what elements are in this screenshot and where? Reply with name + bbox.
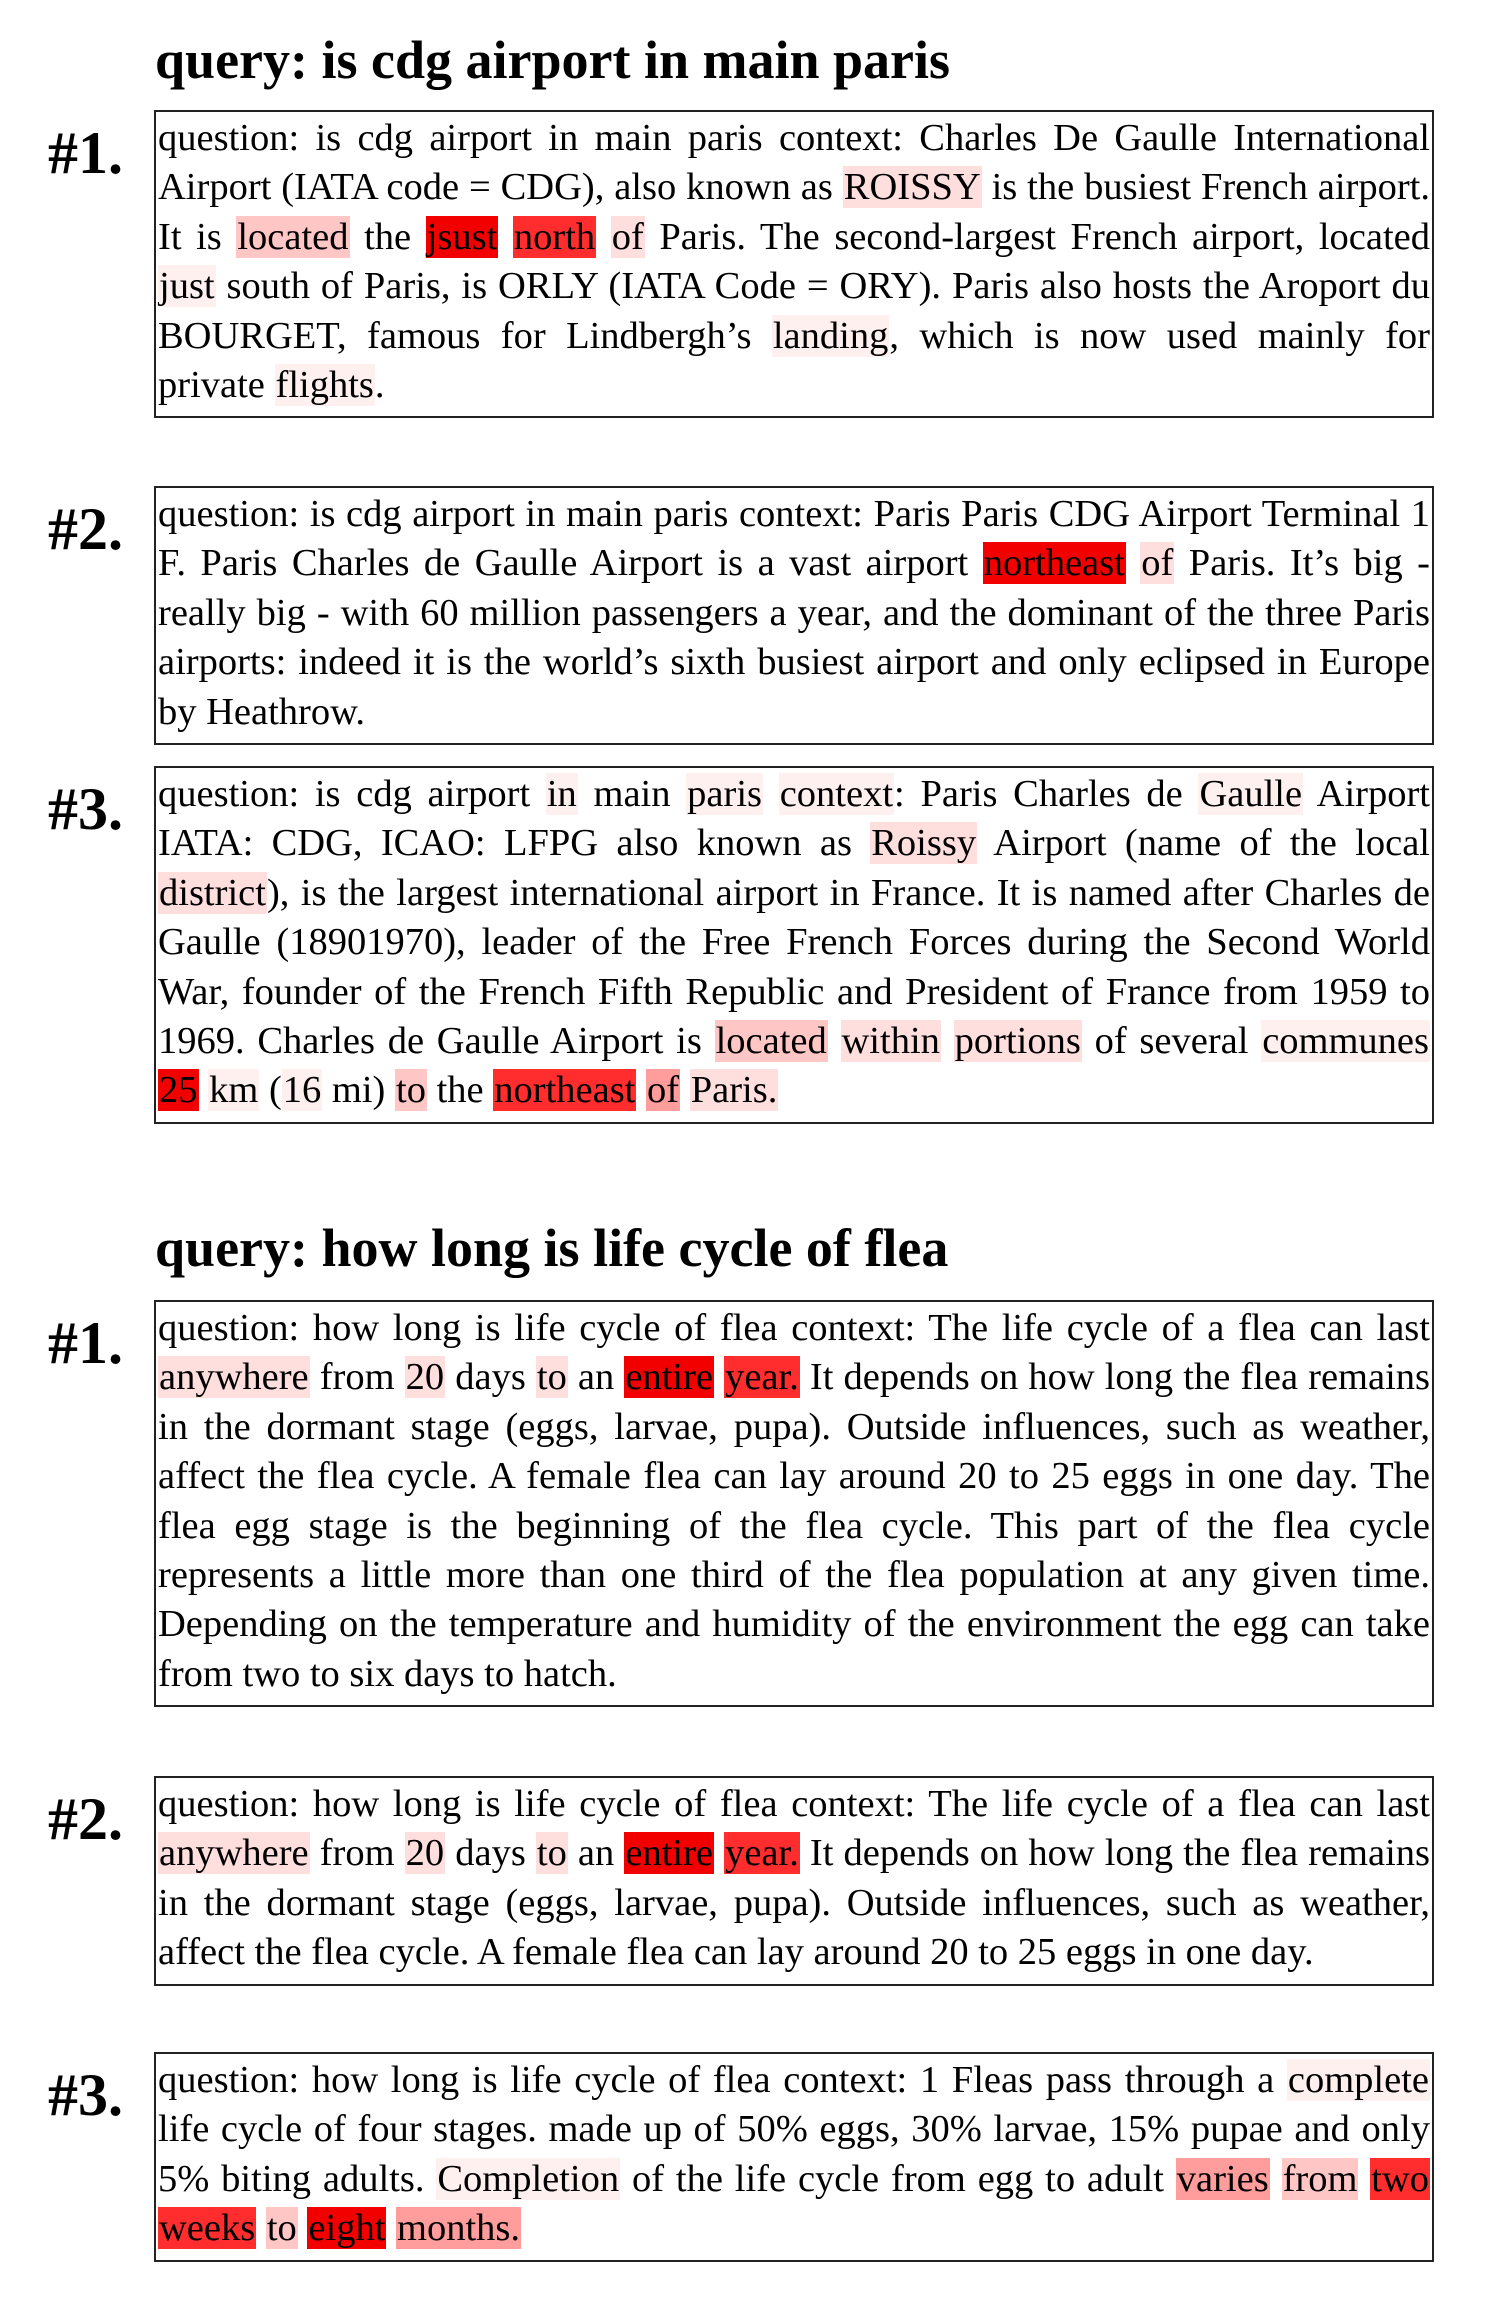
- highlighted-token: 20: [405, 1832, 445, 1875]
- highlighted-token: landing: [772, 314, 889, 357]
- highlighted-token: communes: [1262, 1020, 1429, 1063]
- passage-text: question: how long is life cycle of flea context: 1 Fleas pass through a complete life cycle of four stages. made up of 50% eggs, 30% larvae, 15% pupae and only 5% biting adults. Completion of the life cycle from egg to adult varies from two weeks to eight months.: [158, 2059, 1430, 2250]
- passage-box: [154, 766, 1434, 1124]
- highlighted-token: Roissy: [871, 822, 977, 865]
- highlighted-token: to: [266, 2207, 297, 2250]
- passage-text: question: how long is life cycle of flea context: The life cycle of a flea can last anywhere from 20 days to an entire year. It depends on how long the flea remains in the dormant stage (eggs, larvae, pupa). Outside influences, such as weather, affect the flea cycle. A female flea can lay around 20 to 25 eggs in one day. The flea egg stage is the beginning of the flea cycle. This part of the flea cycle represents a little more than one third of the flea population at any given time. Depending on the temperature and humidity of the environment the egg can take from two to six days to hatch.: [158, 1307, 1431, 1695]
- query-title: query: how long is life cycle of flea: [155, 1218, 949, 1278]
- highlighted-token: Completion: [437, 2157, 620, 2200]
- highlighted-token: weeks: [159, 2207, 256, 2250]
- highlighted-token: to: [536, 1832, 567, 1875]
- passage-box: [154, 2052, 1434, 2262]
- passage-box: [154, 1300, 1434, 1707]
- highlighted-token: entire: [625, 1356, 713, 1399]
- rank-label: #3.: [48, 2062, 123, 2128]
- query-title: query: is cdg airport in main paris: [155, 30, 951, 90]
- passage-text: question: is cdg airport in main paris context: Charles De Gaulle International Airport (IATA code = CDG), also known as ROISSY is the busiest French airport. It is located the jsust north of Paris. The second-largest French airport, located just south of Paris, is ORLY (IATA Code = ORY). Paris also hosts the Aroport du BOURGET, famous for Lindbergh’s landing, which is now used mainly for private flights.: [158, 117, 1431, 407]
- highlighted-token: district: [159, 871, 266, 914]
- rank-label: #2.: [48, 496, 123, 562]
- highlighted-token: 20: [405, 1356, 445, 1399]
- passage-text: question: how long is life cycle of flea context: The life cycle of a flea can last anywhere from 20 days to an entire year. It depends on how long the flea remains in the dormant stage (eggs, larvae, pupa). Outside influences, such as weather, affect the flea cycle. A female flea can lay around 20 to 25 eggs in one day.: [158, 1783, 1431, 1974]
- highlighted-token: to: [396, 1069, 426, 1112]
- highlighted-token: from: [1282, 2157, 1358, 2200]
- rank-label: #2.: [48, 1786, 123, 1852]
- highlighted-token: two: [1371, 2157, 1430, 2200]
- passage-box: [154, 1776, 1434, 1986]
- highlighted-token: months.: [397, 2207, 521, 2250]
- highlighted-token: located: [237, 215, 349, 258]
- highlighted-token: km: [209, 1069, 259, 1112]
- highlighted-token: flights: [275, 364, 374, 407]
- highlighted-token: north: [513, 215, 596, 258]
- highlighted-token: year.: [725, 1356, 799, 1399]
- highlighted-token: 25: [159, 1069, 198, 1112]
- highlighted-token: 16: [282, 1069, 322, 1112]
- passage-text: question: is cdg airport in main paris context: Paris Paris CDG Airport Terminal 1 F. Paris Charles de Gaulle Airport is a vast airport northeast of Paris. It’s big - really big - with 60 million passengers a year, and the dominant of the three Paris airports: indeed it is the world’s sixth busiest airport and only eclipsed in Europe by Heathrow.: [158, 493, 1430, 733]
- highlighted-token: Paris.: [690, 1069, 778, 1112]
- highlighted-token: to: [536, 1356, 567, 1399]
- highlighted-token: of: [611, 215, 644, 258]
- highlighted-token: of: [1141, 542, 1174, 585]
- highlighted-token: entire: [625, 1832, 713, 1875]
- highlighted-token: in: [546, 773, 577, 815]
- rank-label: #1.: [48, 1310, 123, 1376]
- highlighted-token: located: [715, 1020, 827, 1063]
- highlighted-token: year.: [725, 1832, 799, 1875]
- highlighted-token: just: [159, 265, 215, 308]
- passage-box: [154, 486, 1434, 745]
- highlighted-token: jsust: [426, 215, 498, 258]
- highlighted-token: complete: [1287, 2059, 1429, 2101]
- highlighted-token: varies: [1176, 2157, 1269, 2200]
- highlighted-token: of: [647, 1069, 680, 1112]
- highlighted-token: ROISSY: [843, 166, 981, 209]
- passage-text: question: is cdg airport in main paris context: Paris Charles de Gaulle Airport IATA: CDG, ICAO: LFPG also known as Roissy Airport (name of the local district), is the largest international airport in France. It is named after Charles de Gaulle (18901970), leader of the Free French Forces during the Second World War, founder of the French Fifth Republic and President of France from 1959 to 1969. Charles de Gaulle Airport is located within portions of several communes 25 km (16 mi) to the northeast of Paris.: [158, 773, 1431, 1112]
- highlighted-token: context: [779, 773, 894, 815]
- highlighted-token: eight: [308, 2207, 386, 2250]
- highlighted-token: paris: [687, 773, 763, 815]
- highlighted-token: northeast: [494, 1069, 636, 1112]
- highlighted-token: Gaulle: [1199, 773, 1303, 815]
- highlighted-token: portions: [954, 1020, 1081, 1063]
- highlighted-token: anywhere: [159, 1356, 309, 1399]
- rank-label: #1.: [48, 120, 123, 186]
- highlighted-token: within: [841, 1020, 940, 1063]
- highlighted-token: northeast: [983, 542, 1125, 585]
- rank-label: #3.: [48, 776, 123, 842]
- passage-box: [154, 110, 1434, 418]
- highlighted-token: anywhere: [159, 1832, 309, 1875]
